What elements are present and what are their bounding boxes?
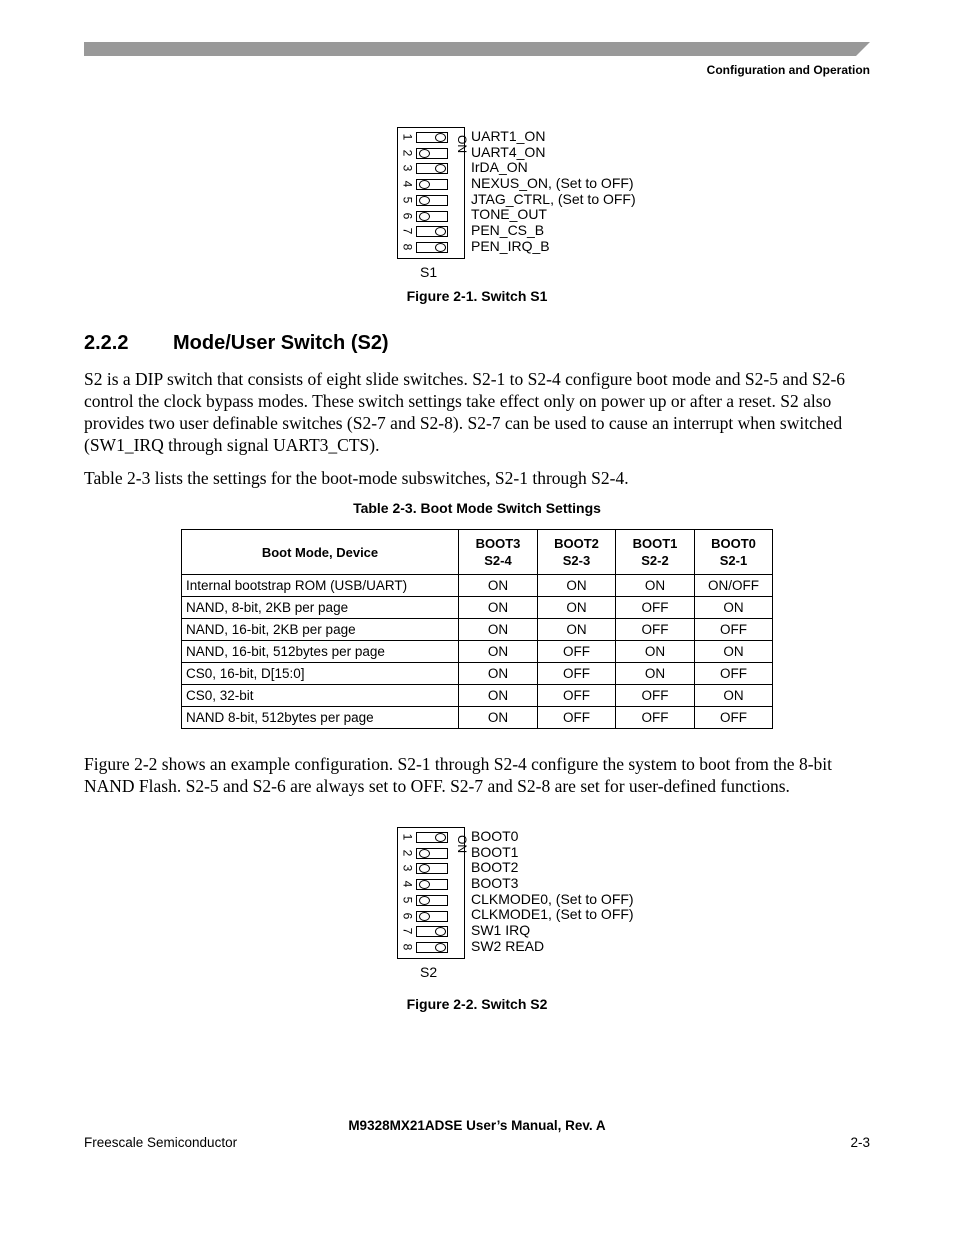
table-cell-setting: ON — [616, 663, 695, 685]
switch-s2-label: SW1 IRQ — [471, 922, 531, 939]
switch-s1-slide-knob — [435, 133, 446, 142]
footer-page-number: 2-3 — [850, 1135, 870, 1150]
table-cell-setting: ON — [695, 597, 773, 619]
switch-s1-slide-slot — [416, 226, 448, 237]
table-cell-setting: OFF — [616, 685, 695, 707]
paragraph-example-config: Figure 2-2 shows an example configuration. S2-1 through S2-4 configure the system to boot from the 8-bit NAND Flash. S2-5 and S2-6 are always set to OFF. S2-7 and S2-8 are set for user-defined functions. — [84, 754, 832, 796]
switch-s2-slide-slot — [416, 879, 448, 890]
switch-s1-position-number: 8 — [400, 243, 415, 251]
table-cell-setting: ON — [538, 597, 616, 619]
switch-s2-label: BOOT3 — [471, 875, 519, 892]
switch-s2-slide-knob — [435, 927, 446, 936]
table-cell-setting: OFF — [538, 685, 616, 707]
switch-s2-slide-knob — [419, 912, 430, 921]
table-row — [182, 707, 773, 729]
table-header-cell: BOOT3 S2-4 — [459, 530, 538, 575]
section-title: Mode/User Switch (S2) — [173, 332, 389, 354]
switch-s2-label: BOOT1 — [471, 843, 519, 860]
switch-s1-label: PEN_CS_B — [471, 222, 545, 239]
switch-s1-position-number: 2 — [400, 149, 415, 157]
table-cell-setting: ON — [459, 685, 538, 707]
switch-s2-position-number: 8 — [400, 943, 415, 951]
switch-s1-slide-slot — [416, 242, 448, 253]
table-cell-setting: ON — [459, 641, 538, 663]
switch-s1-slide-slot — [416, 132, 448, 143]
switch-s1-slide-knob — [419, 196, 430, 205]
table-cell-setting: ON/OFF — [695, 575, 773, 597]
table-2-3-caption: Table 2-3. Boot Mode Switch Settings — [353, 500, 601, 516]
table-cell-setting: ON — [459, 707, 538, 729]
header-bar — [84, 42, 870, 56]
switch-s1-label: NEXUS_ON, (Set to OFF) — [471, 175, 634, 192]
switch-s1-position-number: 7 — [400, 227, 415, 235]
table-cell-setting: OFF — [616, 597, 695, 619]
switch-s1-slide-slot — [416, 148, 448, 159]
table-row — [182, 575, 773, 597]
switch-s1-label: IrDA_ON — [471, 159, 528, 176]
switch-s2-position-number: 6 — [400, 912, 415, 919]
switch-s2-slide-slot — [416, 895, 448, 906]
switch-s2-position-number: 3 — [400, 865, 415, 872]
switch-s2-slide-slot — [416, 848, 448, 859]
section-number: 2.2.2 — [84, 332, 129, 354]
switch-s1-position-number: 1 — [400, 133, 415, 141]
table-cell-setting: ON — [459, 575, 538, 597]
switch-s2-slide-knob — [435, 943, 446, 952]
switch-s2-slide-slot — [416, 942, 448, 953]
switch-s1-slide-slot — [416, 195, 448, 206]
dip-switch-s1 — [397, 127, 469, 259]
switch-s1-labels — [471, 129, 636, 255]
table-cell-setting: OFF — [538, 641, 616, 663]
table-cell-mode: NAND, 8-bit, 2KB per page — [182, 597, 459, 619]
switch-s2-slide-knob — [419, 880, 430, 889]
table-cell-setting: ON — [616, 641, 695, 663]
switch-s2-slide-knob — [435, 833, 446, 842]
table-row — [182, 663, 773, 685]
table-header-cell: Boot Mode, Device — [182, 530, 459, 575]
table-row — [182, 641, 773, 663]
switch-s1-label: TONE_OUT — [471, 206, 547, 223]
switch-s1-slide-knob — [419, 212, 430, 221]
switch-s1-label: UART4_ON — [471, 143, 546, 160]
table-cell-setting: ON — [616, 575, 695, 597]
table-header-cell: BOOT0 S2-1 — [695, 530, 773, 575]
table-cell-mode: CS0, 32-bit — [182, 685, 459, 707]
table-row — [182, 685, 773, 707]
table-cell-mode: Internal bootstrap ROM (USB/UART) — [182, 575, 459, 597]
switch-s2-on-label: ON — [455, 835, 469, 853]
switch-s2-label: CLKMODE1, (Set to OFF) — [471, 906, 634, 923]
table-cell-setting: OFF — [695, 707, 773, 729]
footer-title: M9328MX21ADSE User’s Manual, Rev. A — [348, 1118, 606, 1133]
switch-s2-position-number: 7 — [400, 927, 415, 935]
switch-s1-slide-slot — [416, 163, 448, 174]
table-cell-setting: OFF — [616, 707, 695, 729]
switch-s2-position-number: 5 — [400, 896, 415, 904]
table-cell-setting: ON — [695, 685, 773, 707]
table-cell-mode: CS0, 16-bit, D[15:0] — [182, 663, 459, 685]
switch-s1-position-number: 6 — [400, 212, 415, 219]
switch-s2-slide-slot — [416, 911, 448, 922]
boot-mode-table — [181, 529, 773, 729]
switch-s2-slide-slot — [416, 863, 448, 874]
figure-2-1-caption: Figure 2-1. Switch S1 — [406, 288, 548, 304]
table-cell-setting: ON — [538, 575, 616, 597]
running-head: Configuration and Operation — [706, 63, 870, 77]
switch-s2-label: CLKMODE0, (Set to OFF) — [471, 890, 634, 907]
header-bar-graphic — [84, 42, 870, 56]
table-cell-setting: ON — [459, 663, 538, 685]
switch-s1-slide-knob — [435, 243, 446, 252]
switch-s2-label: BOOT0 — [471, 828, 519, 844]
switch-s1-slide-slot — [416, 179, 448, 190]
switch-s2-slide-slot — [416, 832, 448, 843]
table-cell-mode: NAND, 16-bit, 512bytes per page — [182, 641, 459, 663]
switch-s2-name: S2 — [420, 964, 438, 980]
table-header-row — [182, 530, 773, 575]
table-cell-setting: OFF — [695, 619, 773, 641]
table-cell-setting: ON — [538, 619, 616, 641]
switch-s2-slide-slot — [416, 926, 448, 937]
figure-2-2-caption: Figure 2-2. Switch S2 — [406, 996, 548, 1012]
switch-s2-labels — [471, 829, 634, 955]
switch-s2-position-number: 2 — [400, 849, 415, 857]
switch-s2-slide-knob — [419, 896, 430, 905]
switch-s1-position-number: 5 — [400, 196, 415, 204]
table-cell-setting: ON — [459, 619, 538, 641]
paragraph-table-intro: Table 2-3 lists the settings for the boot-mode subswitches, S2-1 through S2-4. — [84, 468, 629, 488]
switch-s1-slide-knob — [419, 149, 430, 158]
switch-s2-position-number: 1 — [400, 833, 415, 841]
switch-s2-position-number: 4 — [400, 880, 415, 888]
switch-s1-position-number: 4 — [400, 180, 415, 188]
table-header-cell: BOOT2 S2-3 — [538, 530, 616, 575]
footer-left: Freescale Semiconductor — [84, 1135, 238, 1150]
table-row — [182, 597, 773, 619]
switch-s2-label: SW2 READ — [471, 937, 545, 954]
table-cell-setting: OFF — [695, 663, 773, 685]
switch-s1-on-label: ON — [455, 135, 469, 153]
table-cell-setting: ON — [459, 597, 538, 619]
table-cell-setting: OFF — [538, 663, 616, 685]
table-cell-setting: OFF — [538, 707, 616, 729]
switch-s1-slide-knob — [435, 227, 446, 236]
switch-s2-slide-knob — [419, 849, 430, 858]
table-cell-mode: NAND, 16-bit, 2KB per page — [182, 619, 459, 641]
switch-s1-slide-knob — [419, 180, 430, 189]
section-heading — [84, 332, 389, 355]
switch-s1-slide-knob — [435, 164, 446, 173]
switch-s2-label: BOOT2 — [471, 859, 519, 876]
table-cell-mode: NAND 8-bit, 512bytes per page — [182, 707, 459, 729]
switch-s1-position-number: 3 — [400, 165, 415, 172]
switch-s1-label: PEN_IRQ_B — [471, 237, 550, 254]
table-cell-setting: ON — [695, 641, 773, 663]
paragraph-s2-description: S2 is a DIP switch that consists of eight slide switches. S2-1 to S2-4 configure boot mode and S2-5 and S2-6 control the clock bypass modes. These switch settings take effect only on power up or after a reset. S2 also provides two user definable switches (S2-7 and S2-8). S2-7 can be used to cause an interrupt when switched (SW1_IRQ through signal UART3_CTS). — [84, 369, 846, 455]
dip-switch-s2 — [397, 827, 469, 959]
switch-s1-label: JTAG_CTRL, (Set to OFF) — [471, 190, 636, 207]
switch-s2-slide-knob — [419, 864, 430, 873]
switch-s1-name: S1 — [420, 264, 438, 280]
table-cell-setting: OFF — [616, 619, 695, 641]
table-header-cell: BOOT1 S2-2 — [616, 530, 695, 575]
switch-s1-slide-slot — [416, 211, 448, 222]
switch-s1-label: UART1_ON — [471, 128, 546, 144]
table-row — [182, 619, 773, 641]
